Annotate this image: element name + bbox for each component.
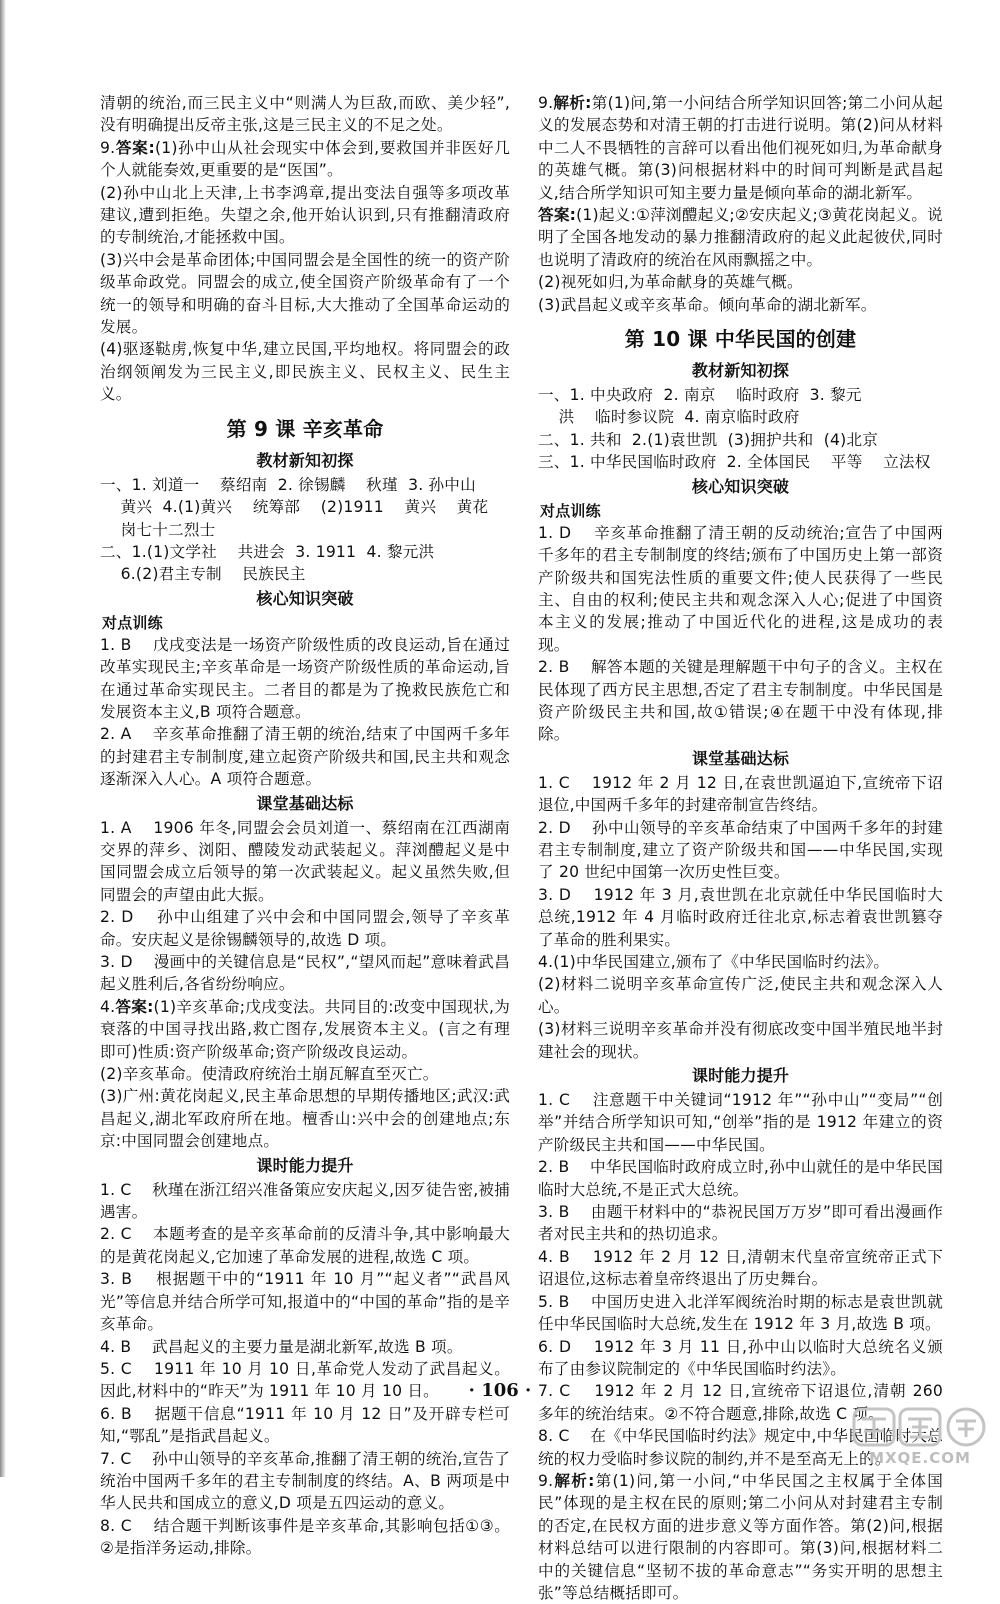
ability-item: 3. B 根据题干中的“1911 年 10 月”“起义者”“武昌风光”等信息并结合所学可知,报道中的“中国的革命”指的是辛亥革命。 [100, 1270, 510, 1334]
ability-item: 4. B 1912 年 2 月 12 日,清朝末代皇帝宣统帝正式下诏退位,这标志着皇帝终退出了历史舞台。 [538, 1247, 943, 1289]
ability-item: 8. C 结合题干判断该事件是辛亥革命,其影响包括①③。②是指洋务运动,排除。 [100, 1516, 510, 1558]
core-knowledge-title: 核心知识突破 [256, 588, 354, 608]
ability-item: 8. C 在《中华民国临时约法》规定中,中华民国临时大总统的权力受临时参议院的制约,并不是至高无上的。 [538, 1427, 943, 1468]
class-item-4: 4.答案:(1)辛亥革命;戊戌变法。共同目的:改变中国现状,为衰落的中国寻找出路,救亡图存,发展资本主义。(言之有理即可)性质:资产阶级革命;资产阶级改良运动。 [100, 997, 510, 1061]
drill-item: 1. B 戊戌变法是一场资产阶级性质的改良运动,旨在通过改革实现民主;辛亥革命是一场资产阶级性质的革命运动,旨在通过革命实现民主。二者目的都是为了挽救民族危亡和发展资本主义,B 项符合题意。 [100, 635, 510, 721]
new-knowledge-part1: 一、1. 刘道一 蔡绍南 2. 徐锡麟 秋瑾 3. 孙中山 黄兴 4.(1)黄兴 统筹部 (2)1911 黄兴 黄花 岗七十二烈士 [100, 475, 489, 539]
q9-answer-part3: (3)兴中会是革命团体;中国同盟会是全国性的统一的资产阶级革命政党。同盟会的成立,使全国资产阶级革命有了一个统一的领导和明确的奋斗目标,大大推动了全国革命运动的发展。 [100, 250, 510, 337]
right-column [538, 92, 949, 1604]
drill-item: 1. D 辛亥革命推翻了清王朝的反动统治;宣告了中国两千多年的君主专制制度的终结;颁布了中国历史上第一部资产阶级共和国宪法性质的重要文件;使人民获得了一些民主、自由的权利;使民主共和观念深入人心;促进了中国资本主义的发展;推动了中国近代化的进程,这是成功的表现。 [538, 523, 943, 654]
q9-answer-part4: (4)驱逐鞑虏,恢复中华,建立民国,平均地权。将同盟会的政治纲领阐发为三民主义,即民族主义、民权主义、民生主义。 [100, 340, 510, 404]
class-item-4: 4.(1)中华民国建立,颁布了《中华民国临时约法》。 [538, 953, 890, 971]
ability-item: 4. B 武昌起义的主要力量是湖北新军,故选 B 项。 [100, 1337, 463, 1356]
class-basics-title: 课堂基础达标 [256, 793, 354, 813]
watermark-logo-icon [850, 1405, 990, 1449]
left-column [100, 92, 510, 1560]
ability-item: 1. C 注意题干中关键词“1912 年”“孙中山”“变局”“创举”并结合所学知识可知,“创举”指的是 1912 年建立的资产阶级民主共和国——中华民国。 [538, 1091, 943, 1154]
q9-answer: 9.答案:(1)孙中山从社会现实中体会到,要救国并非医好几个人就能奏效,更重要的是“医国”。 [100, 138, 510, 180]
ability-item: 3. B 由题干材料中的“恭祝民国万万岁”即可看出漫画作者对民主共和的热切追求。 [538, 1203, 943, 1244]
watermark-logo [850, 1405, 990, 1471]
class-item-4-part3: (3)广州:黄花岗起义,民主革命思想的早期传播地区;武汉:武昌起义,湖北军政府所在地。檀香山:兴中会的创建地点;东京:中国同盟会创建地点。 [100, 1087, 510, 1151]
class-item: 3. D 1912 年 3 月,袁世凯在北京就任中华民国临时大总统,1912 年 4 月临时政府迁往北京,标志着袁世凯篡夺了革命的胜利果实。 [538, 885, 943, 949]
ability-title: 课时能力提升 [691, 1066, 790, 1086]
ability-item: 1. C 秋瑾在浙江绍兴准备策应安庆起义,因歹徒告密,被捕遇害。 [100, 1180, 510, 1222]
class-item: 2. D 孙中山组建了兴中会和中国同盟会,领导了辛亥革命。安庆起义是徐锡麟领导的,故选 D 项。 [100, 908, 510, 949]
r9-answer: 答案:(1)起义:①萍浏醴起义;②安庆起义;③黄花岗起义。说明了全国各地发动的暴力推翻清政府的起义此起彼伏,同时也说明了清政府的统治在风雨飘摇之中。 [538, 206, 943, 269]
ability-item: 6. D 1912 年 3 月 11 日,孙中山以临时大总统名义颁布了由参议院制定的《中华民国临时约法》。 [538, 1337, 943, 1378]
r9-answer-part3: (3)武昌起义或辛亥革命。倾向革命的湖北新军。 [538, 295, 877, 314]
r9-answer-part2: (2)视死如归,为革命献身的英雄气概。 [538, 273, 803, 292]
ability-item: 5. B 中国历史进入北洋军阀统治时期的标志是袁世凯就任中华民国临时大总统,发生在 1912 年 3 月,故选 B 项。 [538, 1292, 943, 1334]
scan-shadow-edge [0, 0, 6, 1477]
page-number: · 106 · [468, 1380, 532, 1401]
core-knowledge-title: 核心知识突破 [691, 476, 790, 496]
class-basics-title: 课堂基础达标 [691, 748, 790, 768]
ability-item-9: 9.解析:第(1)问,第一小问,“中华民国之主权属于全体国民”体现的是主权在民的原则;第二小问从对封建君主专制的否定,在民权方面的进步意义等方面作答。第(2)问,根据材料总结可以进行限制的内容即可。第(3)问,根据材料二中的关键信息“坚韧不拔的革命意志”“务实开明的思想主张”等总结概括即可。 [538, 1471, 943, 1602]
drill-title: 对点训练 [540, 501, 601, 520]
r9-analysis: 9.解析:第(1)问,第一小问结合所学知识回答;第二小问从起义的发展态势和对清王朝的打击进行说明。第(2)问从材料中二人不畏牺牲的言辞可以看出他们视死如归,为革命献身的英雄气概。第(3)问根据材料中的时间可判断是武昌起义,结合所学知识可知主要力量是倾向革命的湖北新军。 [538, 94, 943, 202]
new-knowledge-title: 教材新知初探 [256, 450, 354, 470]
class-item: 1. C 1912 年 2 月 12 日,在袁世凯逼迫下,宣统帝下诏退位,中国两千多年的封建帝制宣告终结。 [538, 773, 943, 815]
new-knowledge-part1: 一、1. 中央政府 2. 南京 临时政府 3. 黎元 洪 临时参议院 4. 南京临时政府 [538, 386, 862, 427]
class-item-4-part2: (2)材料二说明辛亥革命宣传广泛,使民主共和观念深入人心。 [538, 975, 943, 1016]
class-item-4-part3: (3)材料三说明辛亥革命并没有彻底改变中国半殖民地半封建社会的现状。 [538, 1020, 943, 1061]
lesson-9-title: 第 9 课 辛亥革命 [226, 416, 384, 441]
new-knowledge-part3: 三、1. 中华民国临时政府 2. 全体国民 平等 立法权 [538, 453, 931, 472]
ability-item: 2. C 本题考查的是辛亥革命前的反清斗争,其中影响最大的是黄花岗起义,它加速了革命发展的进程,故选 C 项。 [100, 1225, 510, 1266]
class-item: 3. D 漫画中的关键信息是“民权”,“望风而起”意味着武昌起义胜利后,各省纷纷响应。 [100, 953, 510, 994]
class-item: 2. D 孙中山领导的辛亥革命结束了中国两千多年的封建君主专制制度,建立了资产阶级共和国——中华民国,实现了 20 世纪中国第一次历史性巨变。 [538, 818, 943, 882]
drill-title: 对点训练 [102, 613, 163, 632]
ability-item: 7. C 1912 年 2 月 12 日,宣统帝下诏退位,清朝 260 多年的统治结束。②不符合题意,排除,故选 C 项。 [538, 1382, 949, 1423]
ability-title: 课时能力提升 [256, 1155, 354, 1175]
new-knowledge-part2: 二、1. 共和 2.(1)袁世凯 (3)拥护共和 (4)北京 [538, 430, 879, 449]
drill-item: 2. B 解答本题的关键是理解题干中句子的含义。主权在民体现了西方民主思想,否定了君主专制制度。中华民国是资产阶级民主共和国,故①错误;④在题干中没有体现,排除。 [538, 658, 943, 744]
class-item-4-part2: (2)辛亥革命。使清政府统治土崩瓦解直至灭亡。 [100, 1065, 439, 1084]
ability-item: 6. B 据题干信息“1911 年 10 月 12 日”及开辟专栏可知,“鄂乱”是指武昌起义。 [100, 1404, 510, 1446]
class-item: 1. A 1906 年冬,同盟会会员刘道一、蔡绍南在江西湖南交界的萍乡、浏阳、醴陵发动武装起义。萍浏醴起义是中国同盟会成立后领导的第一次武装起义。起义虽然失败,但同盟会的声望由此大振。 [100, 818, 510, 904]
watermark-text: MXQE.COM [869, 1449, 971, 1467]
new-knowledge-part2: 二、1.(1)文学社 共进会 3. 1911 4. 黎元洪 6.(2)君主专制 民族民主 [100, 542, 435, 584]
intro-paragraph: 清朝的统治,而三民主义中“则满人为巨敌,而欧、美少轻”,没有明确提出反帝主张,这是三民主义的不足之处。 [100, 94, 510, 135]
lesson-10-title: 第 10 课 中华民国的创建 [624, 327, 857, 352]
drill-item: 2. A 辛亥革命推翻了清王朝的统治,结束了中国两千多年的封建君主专制制度,建立起资产阶级共和国,民主共和观念逐渐深入人心。A 项符合题意。 [100, 725, 510, 789]
ability-item: 2. B 中华民国临时政府成立时,孙中山就任的是中华民国临时大总统,不是正式大总统。 [538, 1158, 943, 1199]
ability-item: 5. C 1911 年 10 月 10 日,革命党人发动了武昌起义。因此,材料中的“昨天”为 1911 年 10 月 10 日。 [100, 1359, 510, 1401]
q9-answer-part2: (2)孙中山北上天津,上书李鸿章,提出变法自强等多项改革建议,遭到拒绝。失望之余,他开始认识到,只有推翻清政府的专制统治,才能拯救中国。 [100, 183, 510, 247]
new-knowledge-title: 教材新知初探 [691, 361, 790, 381]
ability-item: 7. C 孙中山领导的辛亥革命,推翻了清王朝的统治,宣告了统治中国两千多年的君主专制制度的终结。A、B 两项是中华人民共和国成立的意义,D 项是五四运动的意义。 [100, 1449, 510, 1513]
